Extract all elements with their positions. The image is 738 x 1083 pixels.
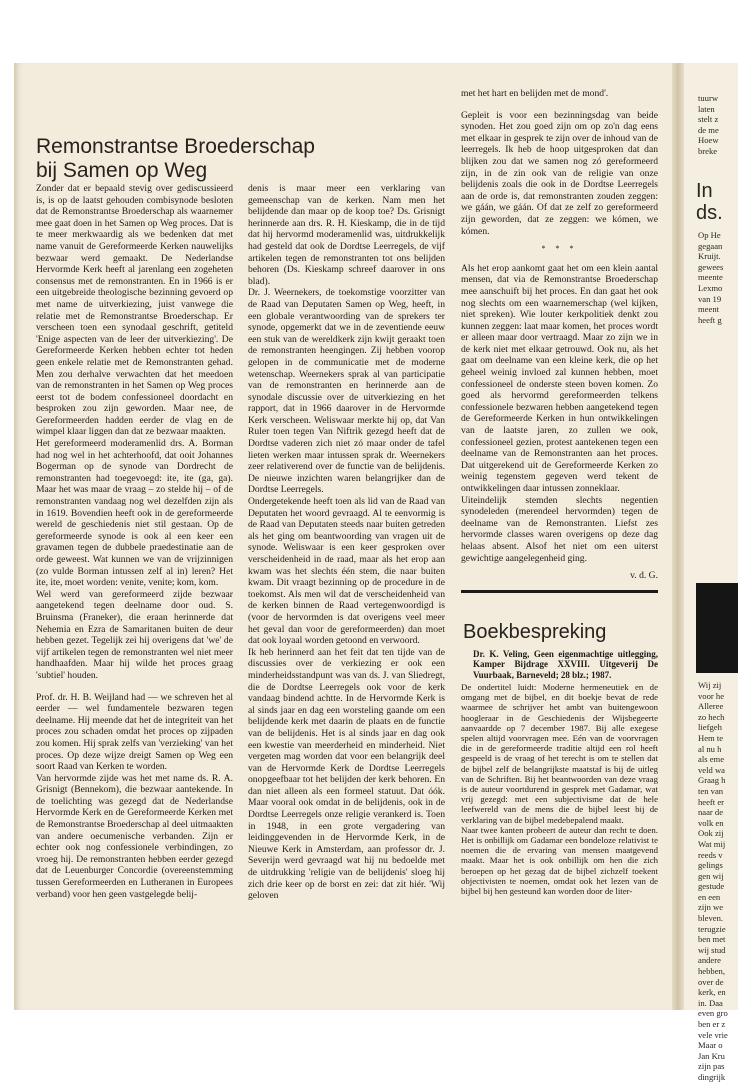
article-column-1 <box>36 183 233 900</box>
paragraph: Het gereformeerd moderamenlid drs. A. Borman had nog wel in het achterhoofd, dat ooit Johannes Bogerman op de synode van Dordrecht de remonstranten had toegevoegd: ite, ite (ga, ga). Maar het was maar de vraag – zo stelde hij – of de remonstranten vandaag nog wel dezelfden zijn als in 1619. Bovendien heeft ook in de gereformeerde wereld de geschiedenis niet stil gestaan. Op de gereformeerde synode is ook al een keer een gravamen tegen de dubbele praedestinatie aan de orde geweest. Wat kunnen we van de vrijzinnigen (zo vulde Borman intussen zelf al in) leren? Het ite, ite, moet worden: venite, venite; kom, kom. <box>36 438 233 589</box>
next-page-heading: In ds. <box>696 180 723 224</box>
page-gutter <box>672 63 684 1010</box>
article-column-2 <box>248 183 445 902</box>
next-page-intro-lines: Op He gegaan Kruijt. gewees meente Lexmo van 19 meent heeft g <box>698 230 724 325</box>
article-title-line-1: Remonstrantse Broederschap <box>36 135 315 158</box>
article-title <box>36 135 396 183</box>
article-column-3 <box>461 88 658 896</box>
next-page-photo <box>696 583 738 673</box>
review-paragraph: De ondertitel luidt: Moderne hermeneutiek en de omgang met de bijbel, en dit boekje bevat de rede waarmee de schrijver het ambt van buitengewoon hoogleraar in de Geschiedenis der Wijsbegeerte aanvaardde op 7 december 1987. Bij alle exegese spelen altijd voorvragen mee. Eén van de voorvragen die in de gereformeerde traditie altijd een rol heeft gespeeld is de vraag of het terecht is om te stellen dat de bijbel zelf de belangrijkste maatstaf is bij de uitleg van de Schriften. Bij het beantwoorden van deze vraag is de auteur voortdurend in gesprek met Gadamar, wat vrij gezegd: met een subjectivisme dat de hele leefwereld van de mens die de bijbel leest bij de verklaring van de bijbel medebepalend maakt. <box>461 681 658 825</box>
review-heading: Boekbespreking <box>463 620 607 643</box>
next-page-body-lines: Wij zij voor he Alleree zo hech liefgeh Hem te al nu h als eme veld wa Graag h ten van heeft er naar de volk en Ook zij Wat mij reeds v gelings gen wij gestude en een zijn we bleven. terugzie ben met wij stud andere hebben, over de kerk, en in. Daa even gro ben er z vele vrie Maar o Jan Kru zijn pas dingrijk <box>698 680 728 1082</box>
paragraph: Dr. J. Weernekers, de toekomstige voorzitter van de Raad van Deputaten Samen op Weg, heeft, in een globale verantwoording van de sprekers ter synode, opgemerkt dat we in de zeventiende eeuw een stuk van de wereldkerk zijn kwijt geraakt toen de remonstranten heengingen. Zij hebben voorop gelopen in de communicatie met de moderne wetenschap. Weernekers sprak al van participatie van de remonstranten en herinnerde aan de synodale discussie over de uitverkiezing en het rapport, dat in 1966 daarover in de Hervormde Kerk verscheen. Weliswaar merkte hij op, dat Van Ruler toen tegen Van Niftrik gezegd heeft dat de Dordtse vaderen zich niet zó maar onder de tafel lieten werken maar intussen sprak dr. Weernekers zeer relativerend over de functie van de belijdenis. De nieuwe inzichten waren belangrijker dan de Dordtse Leerregels. <box>248 287 445 496</box>
paragraph: Van hervormde zijde was het met name ds. R. A. Grisnigt (Bennekom), die bezwaar aantekende. In de toelichting was gezegd dat de Nederlandse Hervormde Kerk en de Gereformeerde Kerken met de Remonstrantse Broederschap al deel uitmaakten van andere oecumenische verbanden. Zijn er echter ook nog confessionele verbindingen, zo vroeg hij. De remonstranten hebben eerder gezegd dat de Leuenburger Concordie (overeenstemming tussen Gereformeerden en Lutheranen in Europees verband) voor hen geen vastgelegde belij- <box>36 772 233 900</box>
paragraph: Ik heb herinnerd aan het feit dat ten tijde van de discussies over de verkiezing er ook een minderheidsstandpunt was van ds. J. van Sliedregt, die de Dordtse Leerregels ook voor de kerk vandaag bindend achtte. In de Hervormde Kerk is al sinds jaar en dag een worsteling gaande om een belijdende kerk met daarin de plaats en de functie van de belijdenis. Het is al sinds jaar en dag ook een kwestie van meerderheid en minderheid. Niet vergeten mag worden dat voor een belangrijk deel van de Hervormde Kerk de Dordtse Leerregels onopgeefbaar tot het belijden der kerk behoren. En dan niet alleen als een formeel statuut. Dat óók. Maar vooral ook omdat in de belijdenis, ook in de Dordtse Leerregels onze religie verankerd is. Toen in 1948, in een grote vergadering van leidinggevenden in de Hervormde Kerk, in de Nieuwe Kerk in Amsterdam, aan professor dr. J. Severijn werd gevraagd wat hij nu bedoelde met de uitdrukking 'religie van de belijdenis' sloeg hij zich drie keer op de borst en zei: dat zit hiér. 'Wij geloven <box>248 646 445 902</box>
paragraph: denis is maar meer een verklaring van gemeenschap van de kerken. Nam men het belijdende dan maar op de koop toe? Ds. Grisnigt herinnerde aan drs. R. H. Kieskamp, die in de tijd dat hij hervormd moderamenlid was, uitdrukkelijk had gesteld dat ook de Dordtse Leerregels, de vijf artikelen tegen de remonstranten tot ons belijden behoren (Ds. Kieskamp schreef daarover in ons blad). <box>248 183 445 287</box>
paragraph: Zonder dat er bepaald stevig over gediscussieerd is, is op de laatst gehouden combisynode besloten dat de Remonstrantse Broederschap als waarnemer mee gaat doen in het Samen op Weg proces. Dat is te meer merkwaardig als we bedenken dat met name vanuit de Gereformeerde Kerken nauwelijks bezwaar werd gemaakt. De Nederlandse Hervormde Kerk heeft al jarenlang een zogeheten consensus met de remonstranten. En in 1966 is er een uitgebreide theologische bezinning gevoerd op met name de uitverkiezing, juist vanwege die relatie met de Remonstrantse Broederschap. Er verscheen toen een synodaal geschrift, getiteld 'Enige aspecten van de leer der uitverkiezing'. De Gereformeerde Kerken hebben echter tot heden geen enkele relatie met de Remonstranten gehad. Men zou derhalve verwachten dat het meedoen van de remonstranten in het Samen op Weg proces eerst tot de bodem confessioneel doordacht en besproken zou zijn geworden. Maar nee, de Gereformeerden hadden eerder de vlag en de wimpel klaar liggen dan dat ze bezwaar maakten. <box>36 183 233 438</box>
article-title-line-2: bij Samen op Weg <box>36 159 208 182</box>
paragraph: Ondergetekende heeft toen als lid van de Raad van Deputaten het woord gevraagd. Al te eenvormig is de Raad van Deputaten steeds naar buiten getreden als het ging om beantwoording van vragen uit de synode. Weliswaar is een keer gesproken over verscheidenheid in de raad, maar als het erop aan kwam was het slechts één stem, die naar buiten kwam. Dit vraagt bezinning op de procedure in de toekomst. Als men wil dat de verscheidenheid van de kerken binnen de Raad vertegenwoordigd is (voor de hervormden is dat overigens veel meer het geval dan voor de gereformeerden) dan moet dat ook loyaal worden getoond en verwoord. <box>248 496 445 647</box>
paragraph: met het hart en belijden met de mond'. <box>461 88 609 99</box>
review-bibliography: Dr. K. Veling, Geen eigenmachtige uitlegging, Kamper Bijdrage XXVIII. Uitgeverij De Vuurbaak, Barneveld; 28 blz.; 1987. <box>473 648 658 680</box>
section-rule <box>461 590 658 593</box>
paragraph: Wel werd van gereformeerd zijde bezwaar aangetekend tegen deelname door oud. S. Bruinsma (Franeker), die eraan herinnerde dat Nehemia en Ezra de Samaritanen buiten de deur hebben gezet. Tegelijk zei hij overigens dat 'we' de vijf artikelen tegen de remonstranten wel niet meer handhaafden. Maar hij wilde het proces graag 'subtiel' houden. <box>36 588 233 681</box>
author-signature: v. d. G. <box>630 570 658 582</box>
paragraph: Als het erop aankomt gaat het om een klein aantal mensen, dat via de Remonstrantse Broederschap mee aanschuift bij het proces. En dan gaat het ook nog slechts om een waarnemerschap (wel kijken, niet spreken). Wie louter kerkpolitiek denkt zou kunnen zeggen: laat maar komen, het proces wordt er alleen maar door vertraagd. Maar zo zijn we in de kerk niet met elkaar getrouwd. Ook nu, als het gaat om deelname van een kleine kerk, die op het geheel weinig invloed zal kunnen hebben, moet confessioneel de onderste steen boven komen. Zo goed als hervormd gereformeerden telkens confessionele bezwaren hebben aangetekend tegen de Gereformeerde Kerken in hun ontwikkelingen van de laatste jaren, zo zullen we ook, confessioneel gezien, protest aantekenen tegen een deelname van de Remonstranten aan het proces. Dat uitgerekend uit de Gereformeerde Kerken zo weinig tegenstem gegeven werd tekent de ontwikkelingen daar intussen zonneklaar. <box>461 262 658 494</box>
paragraph: Prof. dr. H. B. Weijland had — we schreven het al eerder — wel fundamentele bezwaren tegen deelname. Hij meende dat het de integriteit van het proces zou schaden omdat het proces op zijpaden zou komen. Hij sprak zelfs van 'verzieking' van het proces. Op deze wijze dreigt Samen op Weg een soort Raad van Kerken te worden. <box>36 691 233 773</box>
review-paragraph: Naar twee kanten probeert de auteur dan recht te doen. Het is onbillijk om Gadamar een bondeloze relativist te noemen die de ervaring van mensen maatgevend maakt. Maar het is ook onbillijk om hen die zich beroepen op het gezag dat de bijbel zichzelf toekent objectivisten te noemen, omdat ook het lezen van de bijbel bij hen gesteund kan worden door de liter- <box>461 824 658 897</box>
next-page-edge <box>684 63 738 1082</box>
section-separator: * * * <box>541 244 578 254</box>
paragraph: Gepleit is voor een bezinningsdag van beide synoden. Het zou goed zijn om op zo'n dag eens met elkaar in gesprek te zijn over de inhoud van de leerregels. Ik heb de hoop uitgesproken dat dan blijken zou dat we samen nog zó gereformeerd zijn, in de zin ook van de religie van onze belijdenis zoals die ook in de Dordtse Leerregels aan de orde is, dat remonstranten zouden zeggen: we gáán, we gáán. Of dat ze zelf zo gereformeerd zijn geworden, dat ze zeggen: we kómen, we kómen. <box>461 109 658 237</box>
next-page-top-lines: tuurw laten stelt z de me Hoew breke <box>698 93 719 156</box>
paragraph: Uiteindelijk stemden slechts negentien synodeleden (merendeel hervormden) tegen de deelname van de Remonstranten. Liefst zes hervormde classes waren overigens op deze dag helaas absent. Alsof het niet om een uiterst gewichtige aangelegenheid ging. <box>461 494 658 564</box>
